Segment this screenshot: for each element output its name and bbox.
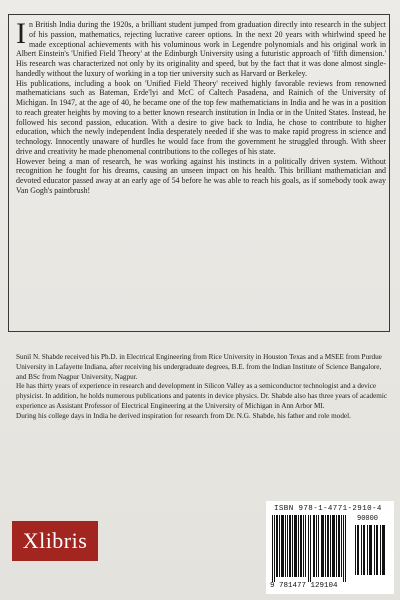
isbn-label: ISBN 978-1-4771-2910-4 bbox=[274, 505, 382, 513]
barcode-digits: 9 781477 129104 bbox=[270, 582, 338, 590]
book-blurb bbox=[16, 17, 386, 196]
ean-barcode bbox=[270, 515, 350, 582]
isbn-barcode-block bbox=[266, 501, 394, 594]
addon-code: 90000 bbox=[357, 515, 379, 523]
publisher-logo bbox=[12, 521, 98, 561]
publisher-logo-text: Xlibris bbox=[22, 528, 88, 553]
blurb-paragraph-3: However being a man of research, he was working against his instincts in a politically driven system. Without recognition he fought for his dreams, causing an unseen impact on his health. This brilliant mathematician and devoted educator passed away at an early age of 54 before he was able to reach his goals, as if somebody took away Van Gogh's paintbrush! bbox=[16, 156, 386, 195]
bio-paragraph-2: He has thirty years of experience in research and development in Silicon Valley as a semiconductor technologist and a device physicist. In addition, he holds numerous publications and patents in device physics. Dr. Shabde also has three years of academic experience as Assistant Professor of Electrical Engineering at the University of Michigan in Ann Arbor MI. bbox=[16, 382, 388, 410]
bio-paragraph-3: During his college days in India he derived inspiration for research from Dr. N.G. Shabde, his father and role model. bbox=[16, 411, 351, 420]
blurb-paragraph-2: His publications, including a book on 'Unified Field Theory' received highly favorable reviews from renowned mathematicians such as Bateman, Erde'lyi and McC of Caltech Pasadena, and Rainich of the University of Michigan. In 1947, at the age of 40, he became one of the top few mathematicians in India and he was in a position to reach greater heights by moving to a better known research institution in India or in the United States. Instead, he followed his second passion, education. With a desire to give back to India, he chose to contribute to higher education, which the newly independent India desperately needed if she was to make rapid progress in science and technology. Innocently unaware of hurdles he would face from the government he struggled through. With sheer drive and creativity he made phenomenal contributions to the colleges of his state. bbox=[16, 78, 386, 156]
bio-paragraph-1: Sunil N. Shabde received his Ph.D. in Electrical Engineering from Rice University in Houston Texas and a MSEE from Purdue University in Lafayette Indiana, after receiving his undergraduate degrees, B.E. from the Indian Institute of Science Bangalore, and BSc from Nagpur University, Nagpur. bbox=[16, 353, 382, 381]
drop-cap: I bbox=[16, 17, 26, 50]
author-bio bbox=[16, 353, 388, 421]
blurb-paragraph-1 bbox=[16, 17, 386, 79]
blurb-paragraph-1-text: n British India during the 1920s, a brilliant student jumped from graduation directly into research in the subject of his passion, mathematics, rejecting lucrative career options. In the next 20 years with whirlwind speed he made exceptional achievements with his voluminous work in Legendre polynomials and his original work in Albert Einstein's 'Unified Field Theory' at the Edinburgh University using a futuristic approach of 'fifth dimension.' His research was characterized not only by its originality and speed, but by the fact that it was done almost single-handedly without the luxury of working in a top tier university such as Harvard or Berkeley. bbox=[16, 20, 386, 78]
addon-barcode bbox=[354, 525, 388, 575]
